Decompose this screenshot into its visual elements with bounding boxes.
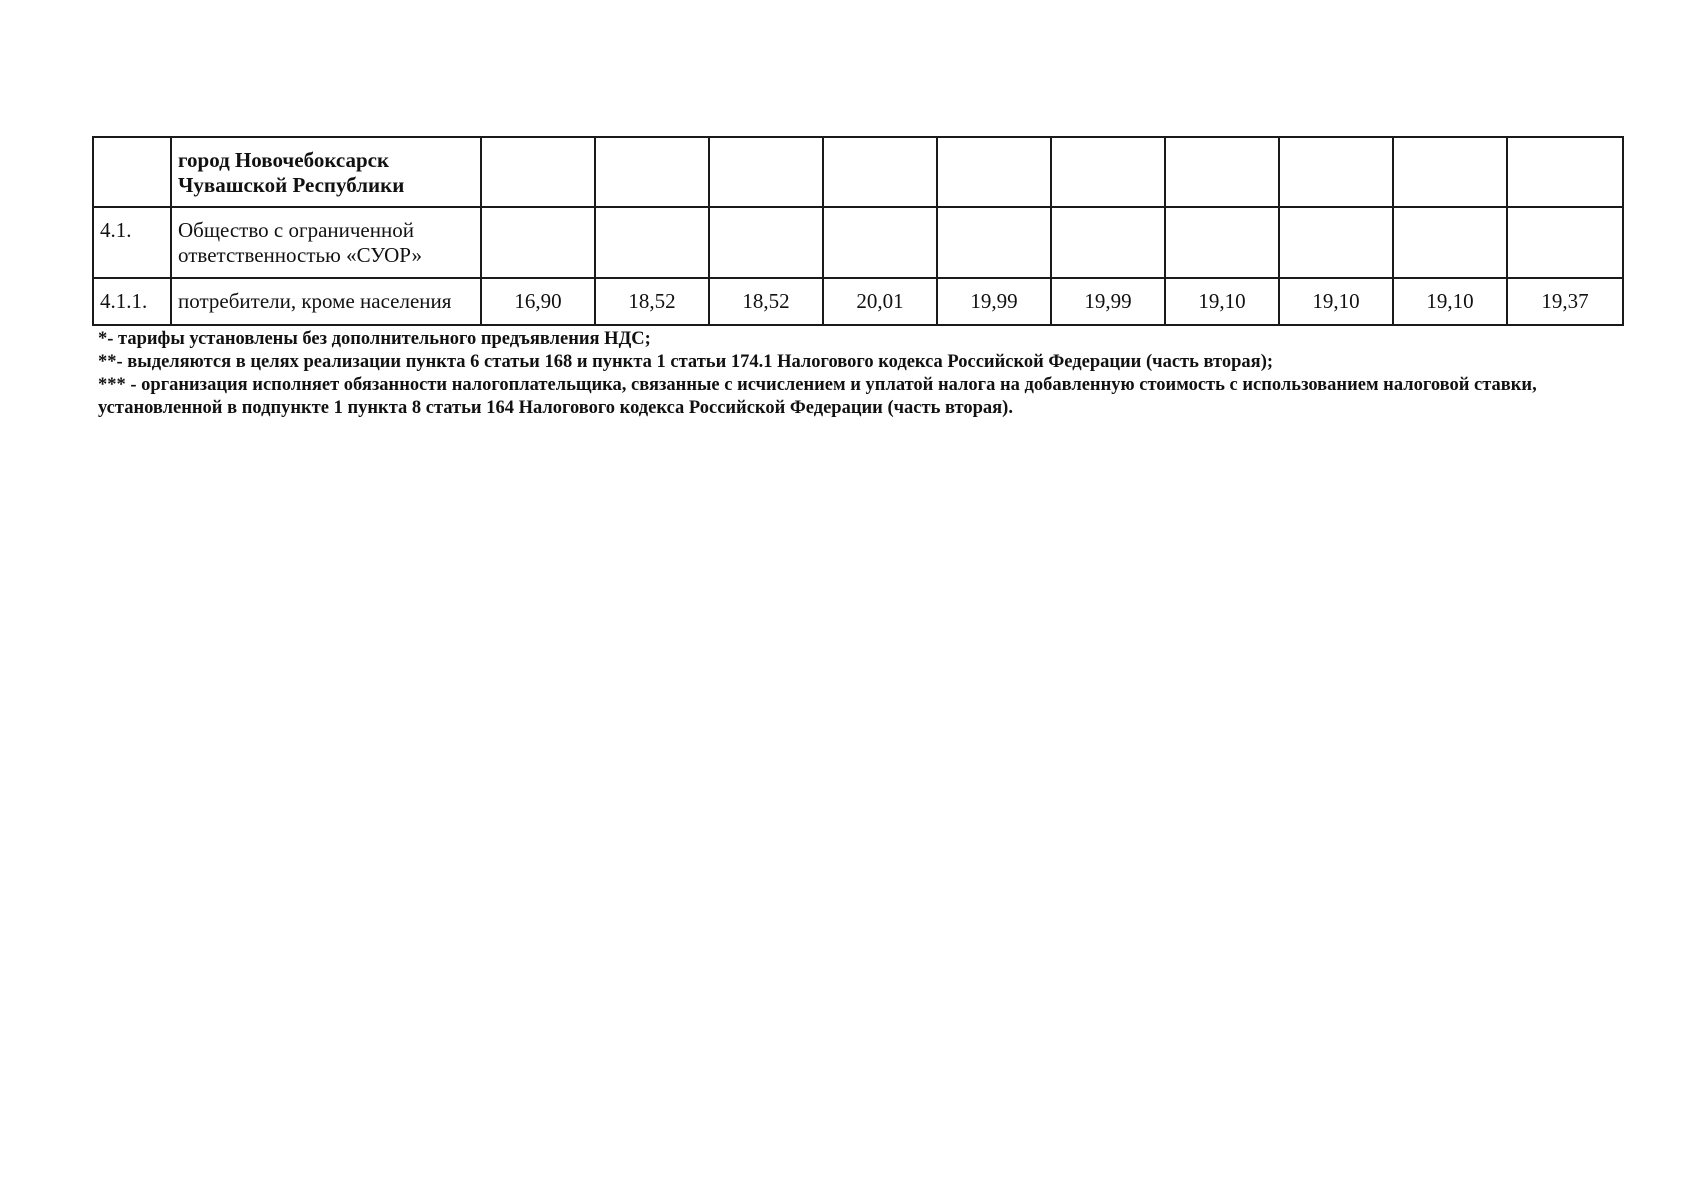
- row-name-cell: [171, 207, 481, 278]
- value-cell: 19,99: [937, 278, 1051, 325]
- footnote-1: *- тарифы установлены без дополнительного предъявления НДС;: [98, 329, 651, 349]
- table-row: [93, 137, 1623, 207]
- value-cell: [1393, 137, 1507, 207]
- footnote-2: **- выделяются в целях реализации пункта 6 статьи 168 и пункта 1 статьи 174.1 Налогового кодекса Российской Федерации (часть вторая);: [98, 352, 1274, 372]
- value-cell: [481, 207, 595, 278]
- table-row: [93, 278, 1623, 325]
- value-cell: 18,52: [595, 278, 709, 325]
- value-cell: [481, 137, 595, 207]
- value-cell: 19,37: [1507, 278, 1623, 325]
- row-name-cell: [171, 278, 481, 325]
- value-cell: [595, 137, 709, 207]
- row-number-cell: [93, 137, 171, 207]
- value-cell: [1051, 207, 1165, 278]
- value-cell: [1279, 137, 1393, 207]
- footnotes: [98, 328, 1628, 420]
- value-cell: [1507, 207, 1623, 278]
- value-cell: [1507, 137, 1623, 207]
- table-row: [93, 207, 1623, 278]
- tariff-table: [92, 136, 1624, 326]
- value-cell: [709, 207, 823, 278]
- row-name-cell: [171, 137, 481, 207]
- value-cell: 19,10: [1279, 278, 1393, 325]
- row-name-line: Чувашской Республики: [178, 173, 405, 197]
- value-cell: 20,01: [823, 278, 937, 325]
- value-cell: 16,90: [481, 278, 595, 325]
- value-cell: [937, 207, 1051, 278]
- row-name-line: Общество с ограниченной: [178, 217, 414, 242]
- value-cell: [1051, 137, 1165, 207]
- row-name-line: город Новочебоксарск: [178, 148, 390, 172]
- value-cell: 19,99: [1051, 278, 1165, 325]
- row-number-cell: 4.1.1.: [93, 278, 171, 325]
- footnote-3-line-2: установленной в подпункте 1 пункта 8 статьи 164 Налогового кодекса Российской Федерации (часть вторая).: [98, 398, 1013, 418]
- value-cell: 19,10: [1393, 278, 1507, 325]
- value-cell: [823, 137, 937, 207]
- row-name-line: потребители, кроме населения: [178, 289, 452, 313]
- value-cell: [1279, 207, 1393, 278]
- value-cell: [937, 137, 1051, 207]
- value-cell: 19,10: [1165, 278, 1279, 325]
- row-number-cell: 4.1.: [93, 207, 171, 278]
- value-cell: [709, 137, 823, 207]
- value-cell: [595, 207, 709, 278]
- value-cell: [823, 207, 937, 278]
- value-cell: 18,52: [709, 278, 823, 325]
- value-cell: [1393, 207, 1507, 278]
- footnote-3-line-1: *** - организация исполняет обязанности налогоплательщика, связанные с исчислением и уплатой налога на добавленную стоимость с использованием налоговой ставки,: [98, 375, 1537, 395]
- value-cell: [1165, 207, 1279, 278]
- row-name-line: ответственностью «СУОР»: [178, 242, 422, 267]
- value-cell: [1165, 137, 1279, 207]
